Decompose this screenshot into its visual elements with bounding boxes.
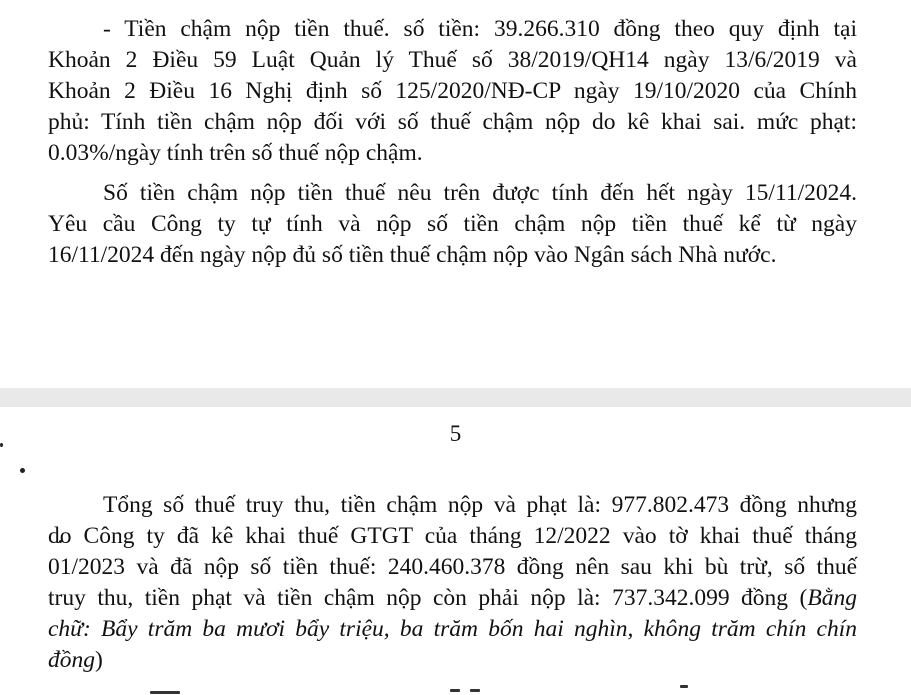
- scan-speck: [20, 468, 25, 473]
- text-line: Số tiền chậm nộp tiền thuế nêu trên được tính đến hết ngày 15/11/2024.: [103, 180, 857, 206]
- text-line: 0.03%/ngày tính trên số thuế nộp chậm.: [48, 140, 423, 166]
- text-line: [48, 583, 857, 614]
- text-line: chữ: Bẩy trăm ba mươi bẩy triệu, ba trăm bốn hai nghìn, không trăm chín chín: [48, 616, 857, 642]
- paragraph-payment-deadline: [48, 178, 857, 271]
- text-line: Yêu cầu Công ty tự tính và nộp số tiền chậm nộp tiền thuế kể từ ngày: [48, 211, 857, 237]
- paragraph-late-payment-interest: [48, 14, 857, 169]
- italic-text-run: Bằng: [807, 585, 857, 611]
- page-separator: [0, 388, 911, 407]
- fragment-mark: [150, 691, 180, 694]
- text-line: Khoản 2 Điều 59 Luật Quản lý Thuế số 38/2019/QH14 ngày 13/6/2019 và: [48, 47, 857, 73]
- scan-speck: [0, 443, 3, 447]
- page-number: 5: [449, 421, 462, 446]
- italic-text-run: đồng: [48, 647, 95, 673]
- cropped-text-fragment: [360, 0, 400, 2]
- text-line: - Tiền chậm nộp tiền thuế. số tiền: 39.266.310 đồng theo quy định tại: [103, 16, 857, 42]
- text-run: ): [95, 647, 103, 673]
- text-line: 16/11/2024 đến ngày nộp đủ số tiền thuế chậm nộp vào Ngân sách Nhà nước.: [48, 242, 777, 268]
- text-line: 01/2023 và đã nộp số tiền thuế: 240.460.378 đồng nên sau khi bù trừ, số thuế: [48, 554, 857, 580]
- text-line: Khoản 2 Điều 16 Nghị định số 125/2020/NĐ-CP ngày 19/10/2020 của Chính: [48, 78, 857, 104]
- text-line: phủ: Tính tiền chậm nộp đối với số thuế chậm nộp do kê khai sai. mức phạt:: [48, 109, 857, 135]
- cropped-text-fragment: [150, 683, 710, 695]
- text-run: truy thu, tiền phạt và tiền chậm nộp còn phải nộp là: 737.342.099 đồng (: [48, 585, 808, 611]
- text-line: do Công ty đã kê khai thuế GTGT của tháng 12/2022 vào tờ khai thuế tháng: [48, 523, 857, 549]
- fragment-mark: [450, 689, 460, 692]
- text-line: Tổng số thuế truy thu, tiền chậm nộp và phạt là: 977.802.473 đồng nhưng: [103, 492, 857, 518]
- paragraph-total-tax-summary: [48, 490, 857, 676]
- document-page-bottom: [0, 407, 911, 688]
- fragment-mark: [470, 689, 480, 692]
- text-line: [48, 645, 857, 676]
